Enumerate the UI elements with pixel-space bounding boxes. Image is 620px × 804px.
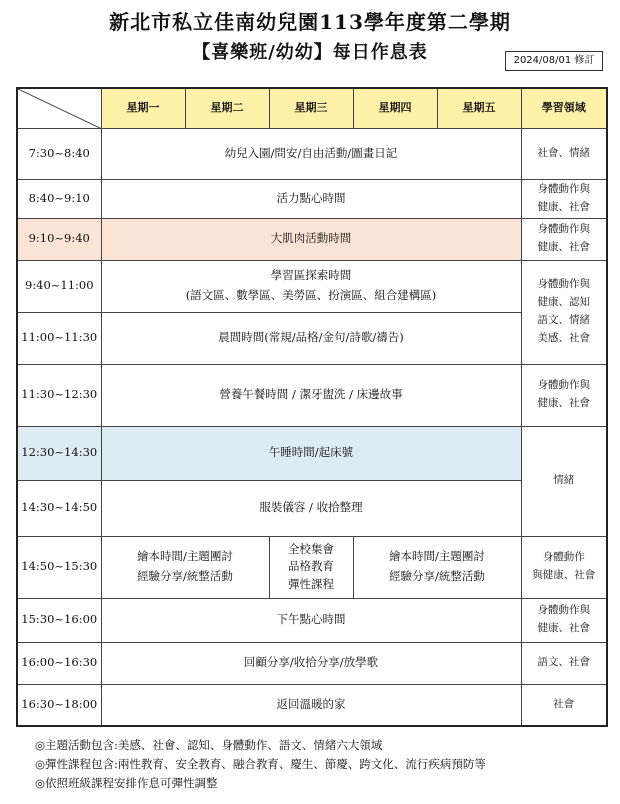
header-thursday: 星期四 bbox=[353, 88, 437, 128]
time-cell: 14:30~14:50 bbox=[17, 480, 101, 536]
time-cell: 16:00~16:30 bbox=[17, 642, 101, 684]
time-cell: 16:30~18:00 bbox=[17, 684, 101, 726]
activity-cell: 服裝儀容 / 收拾整理 bbox=[101, 480, 521, 536]
header-monday: 星期一 bbox=[101, 88, 185, 128]
activity-cell bbox=[101, 260, 521, 312]
activity-cell: 活力點心時間 bbox=[101, 179, 521, 218]
time-cell: 9:10~9:40 bbox=[17, 218, 101, 260]
table-row bbox=[17, 536, 607, 598]
activity-line: 品格教育 bbox=[288, 559, 334, 574]
activity-line: 經驗分享/統整活動 bbox=[389, 569, 485, 583]
activity-line: 學習區探索時間 bbox=[270, 268, 352, 283]
domain-line: 身體動作與 bbox=[537, 604, 590, 617]
activity-cell-mon-tue bbox=[101, 536, 269, 598]
table-row-gross-motor bbox=[17, 218, 607, 260]
table-row bbox=[17, 128, 607, 179]
header-tuesday: 星期二 bbox=[185, 88, 269, 128]
table-row bbox=[17, 179, 607, 218]
domain-line: 健康、認知 bbox=[537, 296, 590, 309]
time-cell: 14:50~15:30 bbox=[17, 536, 101, 598]
table-row-nap bbox=[17, 426, 607, 480]
table-row bbox=[17, 312, 607, 364]
domain-line: 身體動作與 bbox=[537, 182, 590, 195]
activity-line: 全校集會 bbox=[288, 542, 334, 557]
footnote-themes: ◎主題活動包含:美感、社會、認知、身體動作、語文、情緒六大領域 bbox=[35, 738, 383, 752]
activity-cell: 午睡時間/起床號 bbox=[101, 426, 521, 480]
domain-line: 身體動作與 bbox=[537, 379, 590, 392]
page-subtitle: 【喜樂班/幼幼】每日作息表 bbox=[192, 42, 428, 63]
time-cell: 7:30~8:40 bbox=[17, 128, 101, 179]
domain-cell: 社會 bbox=[521, 684, 607, 726]
activity-line: 繪本時間/主題團討 bbox=[389, 549, 485, 564]
header-friday: 星期五 bbox=[437, 88, 521, 128]
domain-line: 身體動作與 bbox=[537, 223, 590, 236]
domain-line: 語文、情緒 bbox=[537, 314, 590, 326]
domain-line: 健康、社會 bbox=[537, 622, 590, 634]
activity-cell-wed bbox=[269, 536, 353, 598]
time-cell: 15:30~16:00 bbox=[17, 598, 101, 642]
activity-line: 繪本時間/主題團討 bbox=[137, 549, 233, 564]
footnotes bbox=[35, 736, 486, 793]
domain-line: 健康、社會 bbox=[537, 241, 590, 253]
header-learning-domain: 學習領域 bbox=[521, 88, 607, 128]
table-row bbox=[17, 260, 607, 312]
domain-line: 與健康、社會 bbox=[532, 569, 596, 581]
domain-cell bbox=[521, 260, 607, 364]
domain-line: 健康、社會 bbox=[537, 397, 590, 409]
domain-line: 健康、社會 bbox=[537, 200, 590, 213]
activity-line: 經驗分享/統整活動 bbox=[137, 569, 233, 583]
revision-date-box: 2024/08/01 修訂 bbox=[505, 51, 603, 71]
domain-cell bbox=[521, 179, 607, 218]
activity-cell: 晨間時間(常規/品格/金句/詩歌/禱告) bbox=[101, 312, 521, 364]
domain-cell bbox=[521, 536, 607, 598]
footnote-flexible-courses: ◎彈性課程包含:兩性教育、安全教育、融合教育、慶生、節慶、跨文化、流行疾病預防等 bbox=[35, 757, 486, 771]
corner-diagonal-line bbox=[18, 89, 102, 129]
time-cell: 8:40~9:10 bbox=[17, 179, 101, 218]
domain-line: 身體動作與 bbox=[537, 278, 590, 291]
activity-cell: 大肌肉活動時間 bbox=[101, 218, 521, 260]
activity-cell: 回顧分享/收拾分享/放學歌 bbox=[101, 642, 521, 684]
activity-cell-thu-fri bbox=[353, 536, 521, 598]
page-title: 新北市私立佳南幼兒園113學年度第二學期 bbox=[109, 10, 511, 34]
time-cell: 9:40~11:00 bbox=[17, 260, 101, 312]
domain-cell bbox=[521, 218, 607, 260]
schedule-table bbox=[16, 87, 608, 727]
table-row bbox=[17, 480, 607, 536]
activity-line: 彈性課程 bbox=[288, 576, 334, 591]
domain-cell bbox=[521, 598, 607, 642]
domain-cell bbox=[521, 364, 607, 426]
activity-cell: 返回溫暖的家 bbox=[101, 684, 521, 726]
table-row bbox=[17, 642, 607, 684]
time-cell: 11:30~12:30 bbox=[17, 364, 101, 426]
corner-cell bbox=[17, 88, 101, 128]
domain-line: 美感、社會 bbox=[537, 331, 590, 344]
header-row bbox=[17, 88, 607, 128]
footnote-adjustment: ◎依照班級課程安排作息可彈性調整 bbox=[35, 776, 218, 790]
table-row bbox=[17, 364, 607, 426]
time-cell: 11:00~11:30 bbox=[17, 312, 101, 364]
activity-cell: 下午點心時間 bbox=[101, 598, 521, 642]
header-wednesday: 星期三 bbox=[269, 88, 353, 128]
domain-cell: 語文、社會 bbox=[521, 642, 607, 684]
activity-line: (語文區、數學區、美勞區、扮演區、組合建構區) bbox=[185, 288, 437, 302]
domain-cell: 情緒 bbox=[521, 426, 607, 536]
time-cell: 12:30~14:30 bbox=[17, 426, 101, 480]
domain-cell: 社會、情緒 bbox=[521, 128, 607, 179]
domain-line: 身體動作 bbox=[542, 551, 585, 564]
activity-cell: 幼兒入園/問安/自由活動/圖畫日記 bbox=[101, 128, 521, 179]
activity-cell: 營養午餐時間 / 潔牙盥洗 / 床邊故事 bbox=[101, 364, 521, 426]
table-row bbox=[17, 598, 607, 642]
table-row bbox=[17, 684, 607, 726]
